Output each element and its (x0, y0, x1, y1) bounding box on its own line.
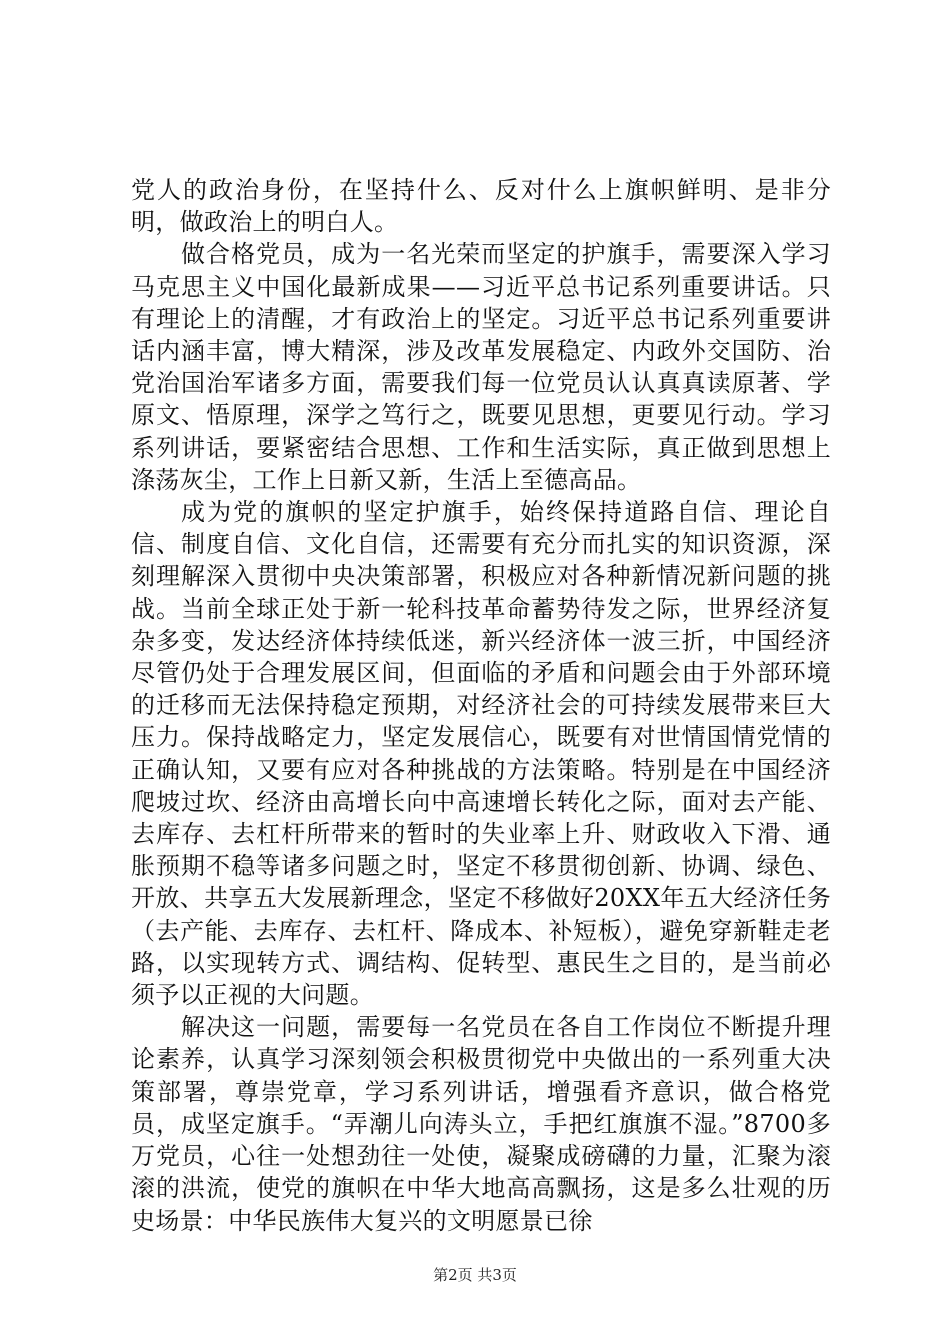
paragraph-4: 解决这一问题，需要每一名党员在各自工作岗位不断提升理论素养，认真学习深刻领会积极贯彻党中央做出的一系列重大决策部署，尊崇党章，学习系列讲话，增强看齐意识，做合格党员，成坚定旗手。“弄潮儿向涛头立，手把红旗旗不湿。”8700多万党员，心往一处想劲往一处使，凝聚成磅礴的力量，汇聚为滚滚的洪流，使党的旗帜在中华大地高高飘扬，这是多么壮观的历史场景：中华民族伟大复兴的文明愿景已徐 (131, 1013, 831, 1235)
document-body (131, 174, 831, 1237)
paragraph-1: 党人的政治身份，在坚持什么、反对什么上旗帜鲜明、是非分明，做政治上的明白人。 (131, 176, 831, 237)
page-number-footer: 第2页 共3页 (433, 1266, 517, 1284)
paragraph-3: 成为党的旗帜的坚定护旗手，始终保持道路自信、理论自信、制度自信、文化自信，还需要有充分而扎实的知识资源，深刻理解深入贯彻中央决策部署，积极应对各种新情况新问题的挑战。当前全球正处于新一轮科技革命蓄势待发之际，世界经济复杂多变，发达经济体持续低迷，新兴经济体一波三折，中国经济尽管仍处于合理发展区间，但面临的矛盾和问题会由于外部环境的迁移而无法保持稳定预期，对经济社会的可持续发展带来巨大压力。保持战略定力，坚定发展信心，既要有对世情国情党情的正确认知，又要有应对各种挑战的方法策略。特别是在中国经济爬坡过坎、经济由高增长向中高速增长转化之际，面对去产能、去库存、去杠杆所带来的暂时的失业率上升、财政收入下滑、通胀预期不稳等诸多问题之时，坚定不移贯彻创新、协调、绿色、开放、共享五大发展新理念，坚定不移做好20XX年五大经济任务（去产能、去库存、去杠杆、降成本、补短板），避免穿新鞋走老路，以实现转方式、调结构、促转型、惠民生之目的，是当前必须予以正视的大问题。 (131, 498, 831, 1010)
paragraph-2: 做合格党员，成为一名光荣而坚定的护旗手，需要深入学习马克思主义中国化最新成果——习近平总书记系列重要讲话。只有理论上的清醒，才有政治上的坚定。习近平总书记系列重要讲话内涵丰富，博大精深，涉及改革发展稳定、内政外交国防、治党治国治军诸多方面，需要我们每一位党员认认真真读原著、学原文、悟原理，深学之笃行之，既要见思想，更要见行动。学习系列讲话，要紧密结合思想、工作和生活实际，真正做到思想上涤荡灰尘，工作上日新又新，生活上至德高品。 (131, 240, 831, 494)
